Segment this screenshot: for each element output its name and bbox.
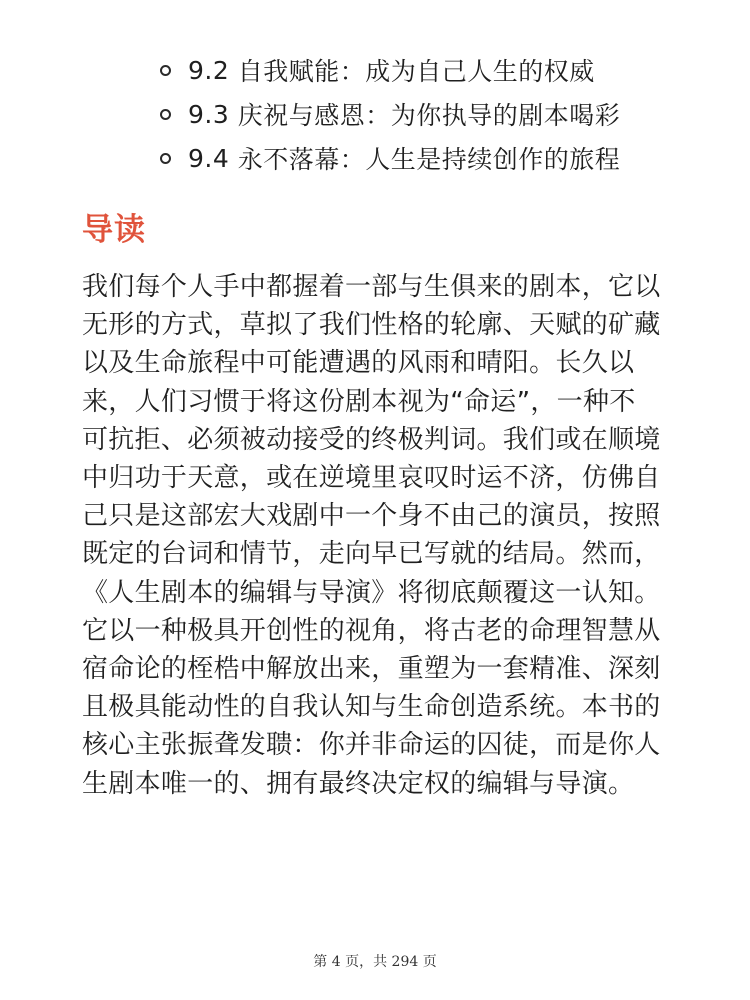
paragraph-line: 我们每个人手中都握着一部与生俱来的剧本，它以 [82,272,661,302]
toc-item-9-2[interactable] [160,48,620,92]
toc-item-number: 9.3 [188,99,230,129]
toc-list [160,48,620,180]
circle-bullet-icon [160,153,171,164]
page-number-footer: 第 4 页，共 294 页 [313,954,437,970]
paragraph-line: 既定的台词和情节，走向早已写就的结局。然而， [82,539,661,570]
circle-bullet-icon [160,109,171,120]
circle-bullet-icon [160,65,171,76]
paragraph-line: 宿命论的桎梏中解放出来，重塑为一套精准、深刻 [82,654,661,685]
toc-item-title: 永不落幕：人生是持续创作的旅程 [237,145,621,174]
toc-item-title: 自我赋能：成为自己人生的权威 [237,57,595,86]
toc-item-title: 庆祝与感恩：为你执导的剧本喝彩 [237,101,621,130]
toc-item-number: 9.4 [188,143,230,173]
toc-item-number: 9.2 [188,55,230,85]
paragraph-line: 它以一种极具开创性的视角，将古老的命理智慧从 [82,615,661,646]
paragraph-line: 无形的方式，草拟了我们性格的轮廓、天赋的矿藏 [82,310,661,341]
body-paragraph [82,268,670,803]
paragraph-line: 来，人们习惯于将这份剧本视为“命运”，一种不 [82,386,636,417]
section-heading: 导读 [82,212,146,248]
paragraph-line: 且极具能动性的自我认知与生命创造系统。本书的 [82,692,661,723]
paragraph-line: 生剧本唯一的、拥有最终决定权的编辑与导演。 [82,768,635,799]
paragraph-line: 以及生命旅程中可能遭遇的风雨和晴阳。长久以 [82,348,635,379]
paragraph-line: 核心主张振聋发聩：你并非命运的囚徒，而是你人 [82,730,661,761]
toc-item-9-3[interactable] [160,92,620,136]
paragraph-line: 中归功于天意，或在逆境里哀叹时运不济，仿佛自 [82,463,661,494]
paragraph-line: 己只是这部宏大戏剧中一个身不由己的演员，按照 [82,501,661,532]
toc-item-9-4[interactable] [160,136,620,180]
paragraph-line: 可抗拒、必须被动接受的终极判词。我们或在顺境 [82,424,661,455]
paragraph-line: 《人生剧本的编辑与导演》将彻底颠覆这一认知。 [82,577,661,608]
